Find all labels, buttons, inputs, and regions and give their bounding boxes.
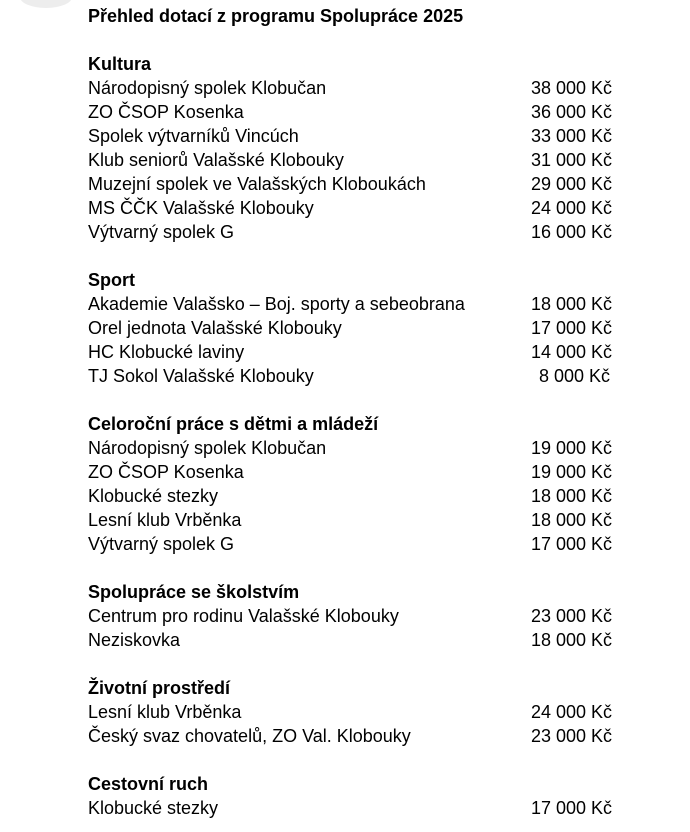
grant-amount: 36 000 Kč [531,102,613,122]
grant-amount: 18 000 Kč [531,486,613,506]
section-heading: Spolupráce se školstvím [88,582,300,602]
grant-row [88,628,648,652]
section-heading: Sport [88,270,135,290]
grant-amount: 33 000 Kč [531,126,613,146]
grant-row [88,436,648,460]
recipient-name: Orel jednota Valašské Klobouky [88,318,342,338]
section [88,580,648,652]
section [88,772,648,820]
recipient-name: TJ Sokol Valašské Klobouky [88,366,314,386]
document [88,0,648,820]
recipient-name: Klub seniorů Valašské Klobouky [88,150,344,170]
grant-amount: 14 000 Kč [531,342,613,362]
grant-amount: 16 000 Kč [531,222,613,242]
section [88,412,648,556]
recipient-name: Klobucké stezky [88,798,219,818]
recipient-name: Český svaz chovatelů, ZO Val. Klobouky [88,726,411,746]
grant-amount: 18 000 Kč [531,630,613,650]
recipient-name: Výtvarný spolek G [88,222,235,242]
grant-row [88,604,648,628]
grant-amount: 19 000 Kč [531,462,613,482]
recipient-name: Muzejní spolek ve Valašských Kloboukách [88,174,426,194]
grant-row [88,508,648,532]
recipient-name: Klobucké stezky [88,486,219,506]
grant-amount: 31 000 Kč [531,150,613,170]
recipient-name: Výtvarný spolek G [88,534,235,554]
grant-row [88,172,648,196]
grant-amount: 19 000 Kč [531,438,613,458]
recipient-name: Národopisný spolek Klobučan [88,78,327,98]
section [88,52,648,244]
recipient-name: Akademie Valašsko – Boj. sporty a sebeobrana [88,294,465,314]
grant-row [88,724,648,748]
grant-row [88,340,648,364]
grant-amount: 17 000 Kč [531,798,613,818]
grant-amount: 24 000 Kč [531,702,613,722]
grant-amount: 24 000 Kč [531,198,613,218]
sections-container [88,52,648,820]
grant-amount: 17 000 Kč [531,534,613,554]
grant-row [88,796,648,820]
grant-row [88,148,648,172]
grant-amount: 18 000 Kč [531,510,613,530]
grant-row [88,364,648,388]
recipient-name: ZO ČSOP Kosenka [88,462,244,482]
recipient-name: Spolek výtvarníků Vincúch [88,126,299,146]
grant-amount: 18 000 Kč [531,294,613,314]
recipient-name: Lesní klub Vrběnka [88,510,242,530]
grant-row [88,76,648,100]
recipient-name: Neziskovka [88,630,181,650]
grant-row [88,532,648,556]
page-corner-smudge [20,0,72,8]
grant-row [88,316,648,340]
grant-row [88,220,648,244]
grant-amount: 8 000 Kč [539,366,611,386]
recipient-name: ZO ČSOP Kosenka [88,102,244,122]
grant-amount: 23 000 Kč [531,606,613,626]
grant-row [88,124,648,148]
section-heading: Cestovní ruch [88,774,209,794]
grant-amount: 17 000 Kč [531,318,613,338]
section-heading: Životní prostředí [88,678,231,698]
grant-row [88,460,648,484]
grant-amount: 23 000 Kč [531,726,613,746]
grant-row [88,100,648,124]
recipient-name: Centrum pro rodinu Valašské Klobouky [88,606,399,626]
recipient-name: HC Klobucké laviny [88,342,245,362]
section-heading: Kultura [88,54,151,74]
grant-amount: 38 000 Kč [531,78,613,98]
grant-amount: 29 000 Kč [531,174,613,194]
grant-row [88,196,648,220]
recipient-name: MS ČČK Valašské Klobouky [88,198,314,218]
recipient-name: Národopisný spolek Klobučan [88,438,327,458]
recipient-name: Lesní klub Vrběnka [88,702,242,722]
section [88,676,648,748]
document-title: Přehled dotací z programu Spolupráce 2025 [88,6,464,26]
grant-row [88,484,648,508]
section-heading: Celoroční práce s dětmi a mládeží [88,414,379,434]
section [88,268,648,388]
grant-row [88,292,648,316]
grant-row [88,700,648,724]
